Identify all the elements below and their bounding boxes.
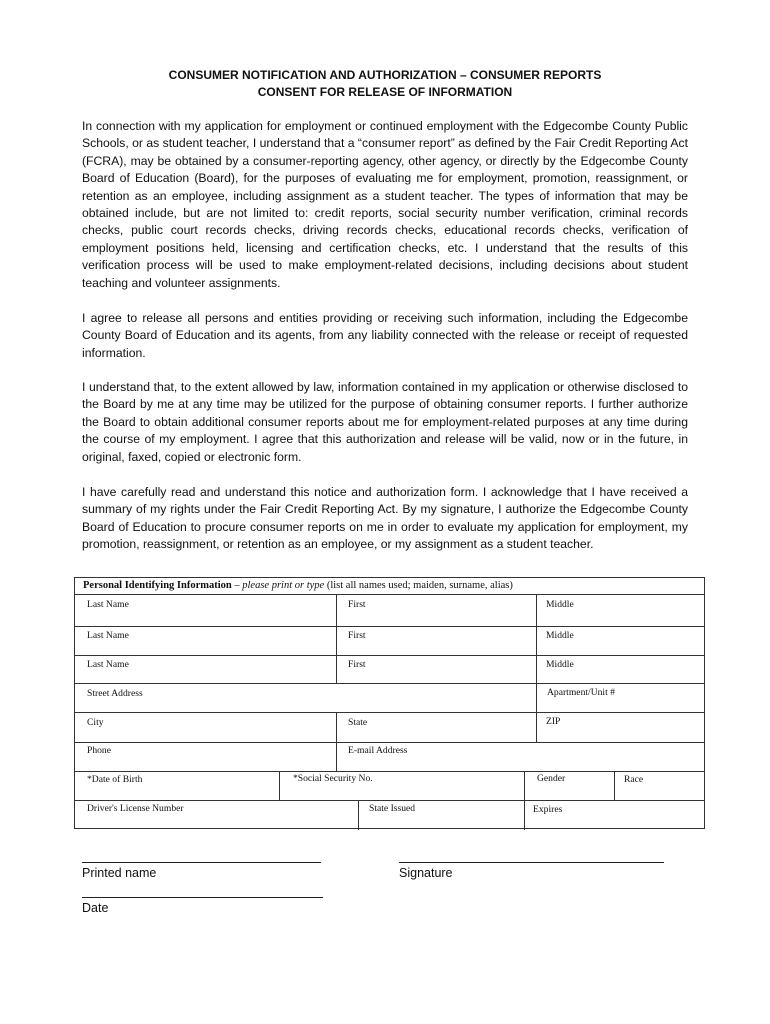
title-line-2: CONSENT FOR RELEASE OF INFORMATION [257, 85, 513, 99]
middle-name-field-3[interactable]: Middle [546, 659, 574, 670]
first-name-field[interactable]: First [348, 599, 366, 610]
apartment-field[interactable]: Apartment/Unit # [547, 687, 615, 698]
race-field[interactable]: Race [624, 774, 644, 785]
city-field[interactable]: City [87, 717, 104, 728]
row-divider [75, 683, 704, 684]
email-field[interactable]: E-mail Address [348, 745, 408, 756]
ssn-field[interactable]: *Social Security No. [293, 773, 373, 784]
col-divider [336, 712, 337, 742]
col-divider [524, 771, 525, 800]
paragraph-authorization: I understand that, to the extent allowed by law, information contained in my application or otherwise disclosed to the Board by me at any time may be utilized for the purpose of obtaining consumer reports. I further authorize the Board to obtain additional consumer reports about me for employment-related purposes at any time during the course of my employment. I agree that this authorization and release will be valid, now or in the future, in original, faxed, copied or electronic form. [82, 380, 688, 464]
printed-name-label: Printed name [82, 866, 157, 880]
col-divider [614, 771, 615, 800]
row-divider [75, 742, 704, 743]
form-header-rest: (list all names used; maiden, surname, alias) [324, 580, 513, 591]
gender-field[interactable]: Gender [537, 773, 566, 784]
drivers-license-field[interactable]: Driver's License Number [87, 803, 184, 814]
col-divider [536, 594, 537, 683]
date-of-birth-field[interactable]: *Date of Birth [87, 774, 143, 785]
col-divider [358, 800, 359, 830]
first-name-field-2[interactable]: First [348, 630, 366, 641]
col-divider [279, 771, 280, 800]
date-line[interactable] [82, 897, 323, 898]
row-divider [75, 800, 704, 801]
row-divider [75, 655, 704, 656]
expires-field[interactable]: Expires [533, 804, 563, 815]
state-issued-field[interactable]: State Issued [369, 803, 416, 814]
date-label: Date [82, 901, 109, 915]
middle-name-field-2[interactable]: Middle [546, 630, 574, 641]
form-header [83, 580, 513, 591]
col-divider [536, 683, 537, 712]
phone-field[interactable]: Phone [87, 745, 111, 756]
personal-info-form [74, 577, 705, 829]
street-address-field[interactable]: Street Address [87, 688, 143, 699]
form-header-bold: Personal Identifying Information [83, 580, 232, 591]
title-line-1: CONSUMER NOTIFICATION AND AUTHORIZATION – CONSUMER REPORTS [168, 68, 602, 82]
form-header-dash: – [231, 580, 243, 591]
row-divider [75, 626, 704, 627]
paragraph-consumer-report: In connection with my application for employment or continued employment with the Edgecombe County Public Schools, or as student teacher, I understand that a “consumer report” as defined by the Fair Credit Reporting Act (FCRA), may be obtained by a consumer-reporting agency, other agency, or directly by the Edgecombe County Board of Education (Board), for the purposes of evaluating me for employment, promotion, reassignment, or retention as an employee, including assignment as a student teacher. The types of information that may be obtained include, but are not limited to: credit reports, social security number verification, criminal records checks, public court records checks, driving records checks, educational records checks, verification of employment positions held, licensing and certification checks, etc. I understand that the results of this verification process will be used to make employment-related decisions, including decisions about student teaching and volunteer assignments. [82, 119, 688, 290]
row-divider [75, 771, 704, 772]
printed-name-line[interactable] [82, 862, 321, 863]
last-name-field-3[interactable]: Last Name [87, 659, 129, 670]
signature-label: Signature [399, 866, 453, 880]
signature-line[interactable] [399, 862, 664, 863]
paragraph-acknowledgement: I have carefully read and understand this notice and authorization form. I acknowledge that I have received a summary of my rights under the Fair Credit Reporting Act. By my signature, I authorize the Edgecombe County Board of Education to procure consumer reports on me in order to evaluate my application for employment, my promotion, reassignment, or retention as an employee, or my assignment as a student teacher. [82, 485, 688, 552]
form-header-italic: please print or type [242, 580, 325, 591]
row-divider [75, 594, 704, 595]
col-divider [524, 800, 525, 830]
paragraph-release: I agree to release all persons and entities providing or receiving such information, including the Edgecombe County Board of Education and its agents, from any liability connected with the release or receipt of requested information. [82, 311, 688, 360]
col-divider [336, 742, 337, 771]
middle-name-field[interactable]: Middle [546, 599, 574, 610]
first-name-field-3[interactable]: First [348, 659, 366, 670]
col-divider [336, 594, 337, 683]
last-name-field-2[interactable]: Last Name [87, 630, 129, 641]
last-name-field[interactable]: Last Name [87, 599, 129, 610]
row-divider [75, 712, 704, 713]
state-field[interactable]: State [348, 717, 368, 728]
zip-field[interactable]: ZIP [546, 716, 561, 727]
col-divider [536, 712, 537, 742]
